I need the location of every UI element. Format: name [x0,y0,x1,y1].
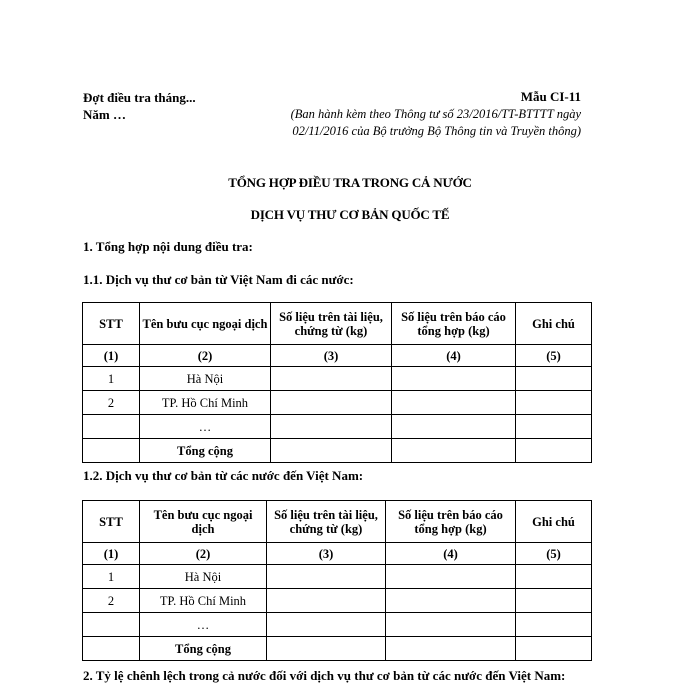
data-cell[interactable] [267,589,386,613]
data-cell[interactable] [386,613,516,637]
table-row [83,589,592,613]
office-name-cell: … [140,613,267,637]
col-number: (4) [392,345,516,367]
data-cell[interactable] [392,391,516,415]
table-row [83,565,592,589]
legal-note-line-1: (Ban hành kèm theo Thông tư số 23/2016/TT-BTTTT ngày [290,107,581,121]
inbound-mail-table [82,500,592,661]
form-code: Mẫu CI-11 [520,89,581,104]
stt-cell [83,415,140,439]
section-2-heading: 2. Tỷ lệ chênh lệch trong cả nước đối với dịch vụ thư cơ bản từ các nước đến Việt Nam: [83,668,566,683]
table-row [83,391,592,415]
col-number: (4) [386,543,516,565]
data-cell[interactable] [271,391,392,415]
header-notes: Ghi chú [516,501,592,543]
table-row [83,613,592,637]
header-office-name: Tên bưu cục ngoại dịch [140,303,271,345]
data-cell[interactable] [267,613,386,637]
column-number-row [83,345,592,367]
note-cell[interactable] [516,589,592,613]
note-cell[interactable] [516,391,592,415]
col-number: (3) [267,543,386,565]
stt-cell: 2 [83,589,140,613]
section-1-1-heading: 1.1. Dịch vụ thư cơ bản từ Việt Nam đi các nước: [83,272,354,287]
col-number: (5) [516,345,592,367]
office-name-cell: Hà Nội [140,367,271,391]
stt-cell [83,637,140,661]
data-cell[interactable] [392,439,516,463]
legal-note [221,106,581,140]
office-name-cell: TP. Hồ Chí Minh [140,391,271,415]
stt-cell [83,613,140,637]
header-report-data: Số liệu trên báo cáo tổng hợp (kg) [386,501,516,543]
header-stt: STT [83,501,140,543]
col-number: (1) [83,345,140,367]
header-notes: Ghi chú [516,303,592,345]
table-header-row [83,303,592,345]
survey-month-label: Đợt điều tra tháng... [83,90,196,105]
table-row [83,415,592,439]
note-cell[interactable] [516,565,592,589]
data-cell[interactable] [386,637,516,661]
col-number: (2) [140,543,267,565]
legal-note-line-2: 02/11/2016 của Bộ trưởng Bộ Thông tin và Truyền thông) [292,124,581,138]
data-cell[interactable] [392,415,516,439]
data-cell[interactable] [386,565,516,589]
section-1-heading: 1. Tổng hợp nội dung điều tra: [83,239,253,254]
total-row [83,439,592,463]
col-number: (2) [140,345,271,367]
year-label: Năm … [83,107,126,122]
note-cell[interactable] [516,637,592,661]
table-row [83,367,592,391]
document-title: TỔNG HỢP ĐIỀU TRA TRONG CẢ NƯỚC [228,175,472,190]
stt-cell: 1 [83,565,140,589]
note-cell[interactable] [516,415,592,439]
column-number-row [83,543,592,565]
header-left [83,89,196,123]
header-office-name: Tên bưu cục ngoại dịch [140,501,267,543]
header-report-data: Số liệu trên báo cáo tổng hợp (kg) [392,303,516,345]
header-document-data: Số liệu trên tài liệu, chứng từ (kg) [271,303,392,345]
data-cell[interactable] [271,439,392,463]
header-document-data: Số liệu trên tài liệu, chứng từ (kg) [267,501,386,543]
note-cell[interactable] [516,439,592,463]
data-cell[interactable] [267,565,386,589]
total-label: Tổng cộng [140,637,267,661]
document-subtitle: DỊCH VỤ THƯ CƠ BẢN QUỐC TẾ [250,207,450,222]
outbound-mail-table [82,302,592,463]
note-cell[interactable] [516,367,592,391]
data-cell[interactable] [267,637,386,661]
data-cell[interactable] [271,367,392,391]
office-name-cell: Hà Nội [140,565,267,589]
total-row [83,637,592,661]
data-cell[interactable] [392,367,516,391]
total-label: Tổng cộng [140,439,271,463]
table-header-row [83,501,592,543]
col-number: (5) [516,543,592,565]
data-cell[interactable] [386,589,516,613]
header-stt: STT [83,303,140,345]
stt-cell: 1 [83,367,140,391]
data-cell[interactable] [271,415,392,439]
col-number: (1) [83,543,140,565]
section-1-2-heading: 1.2. Dịch vụ thư cơ bản từ các nước đến Việt Nam: [83,468,364,483]
col-number: (3) [271,345,392,367]
stt-cell [83,439,140,463]
stt-cell: 2 [83,391,140,415]
office-name-cell: TP. Hồ Chí Minh [140,589,267,613]
office-name-cell: … [140,415,271,439]
note-cell[interactable] [516,613,592,637]
